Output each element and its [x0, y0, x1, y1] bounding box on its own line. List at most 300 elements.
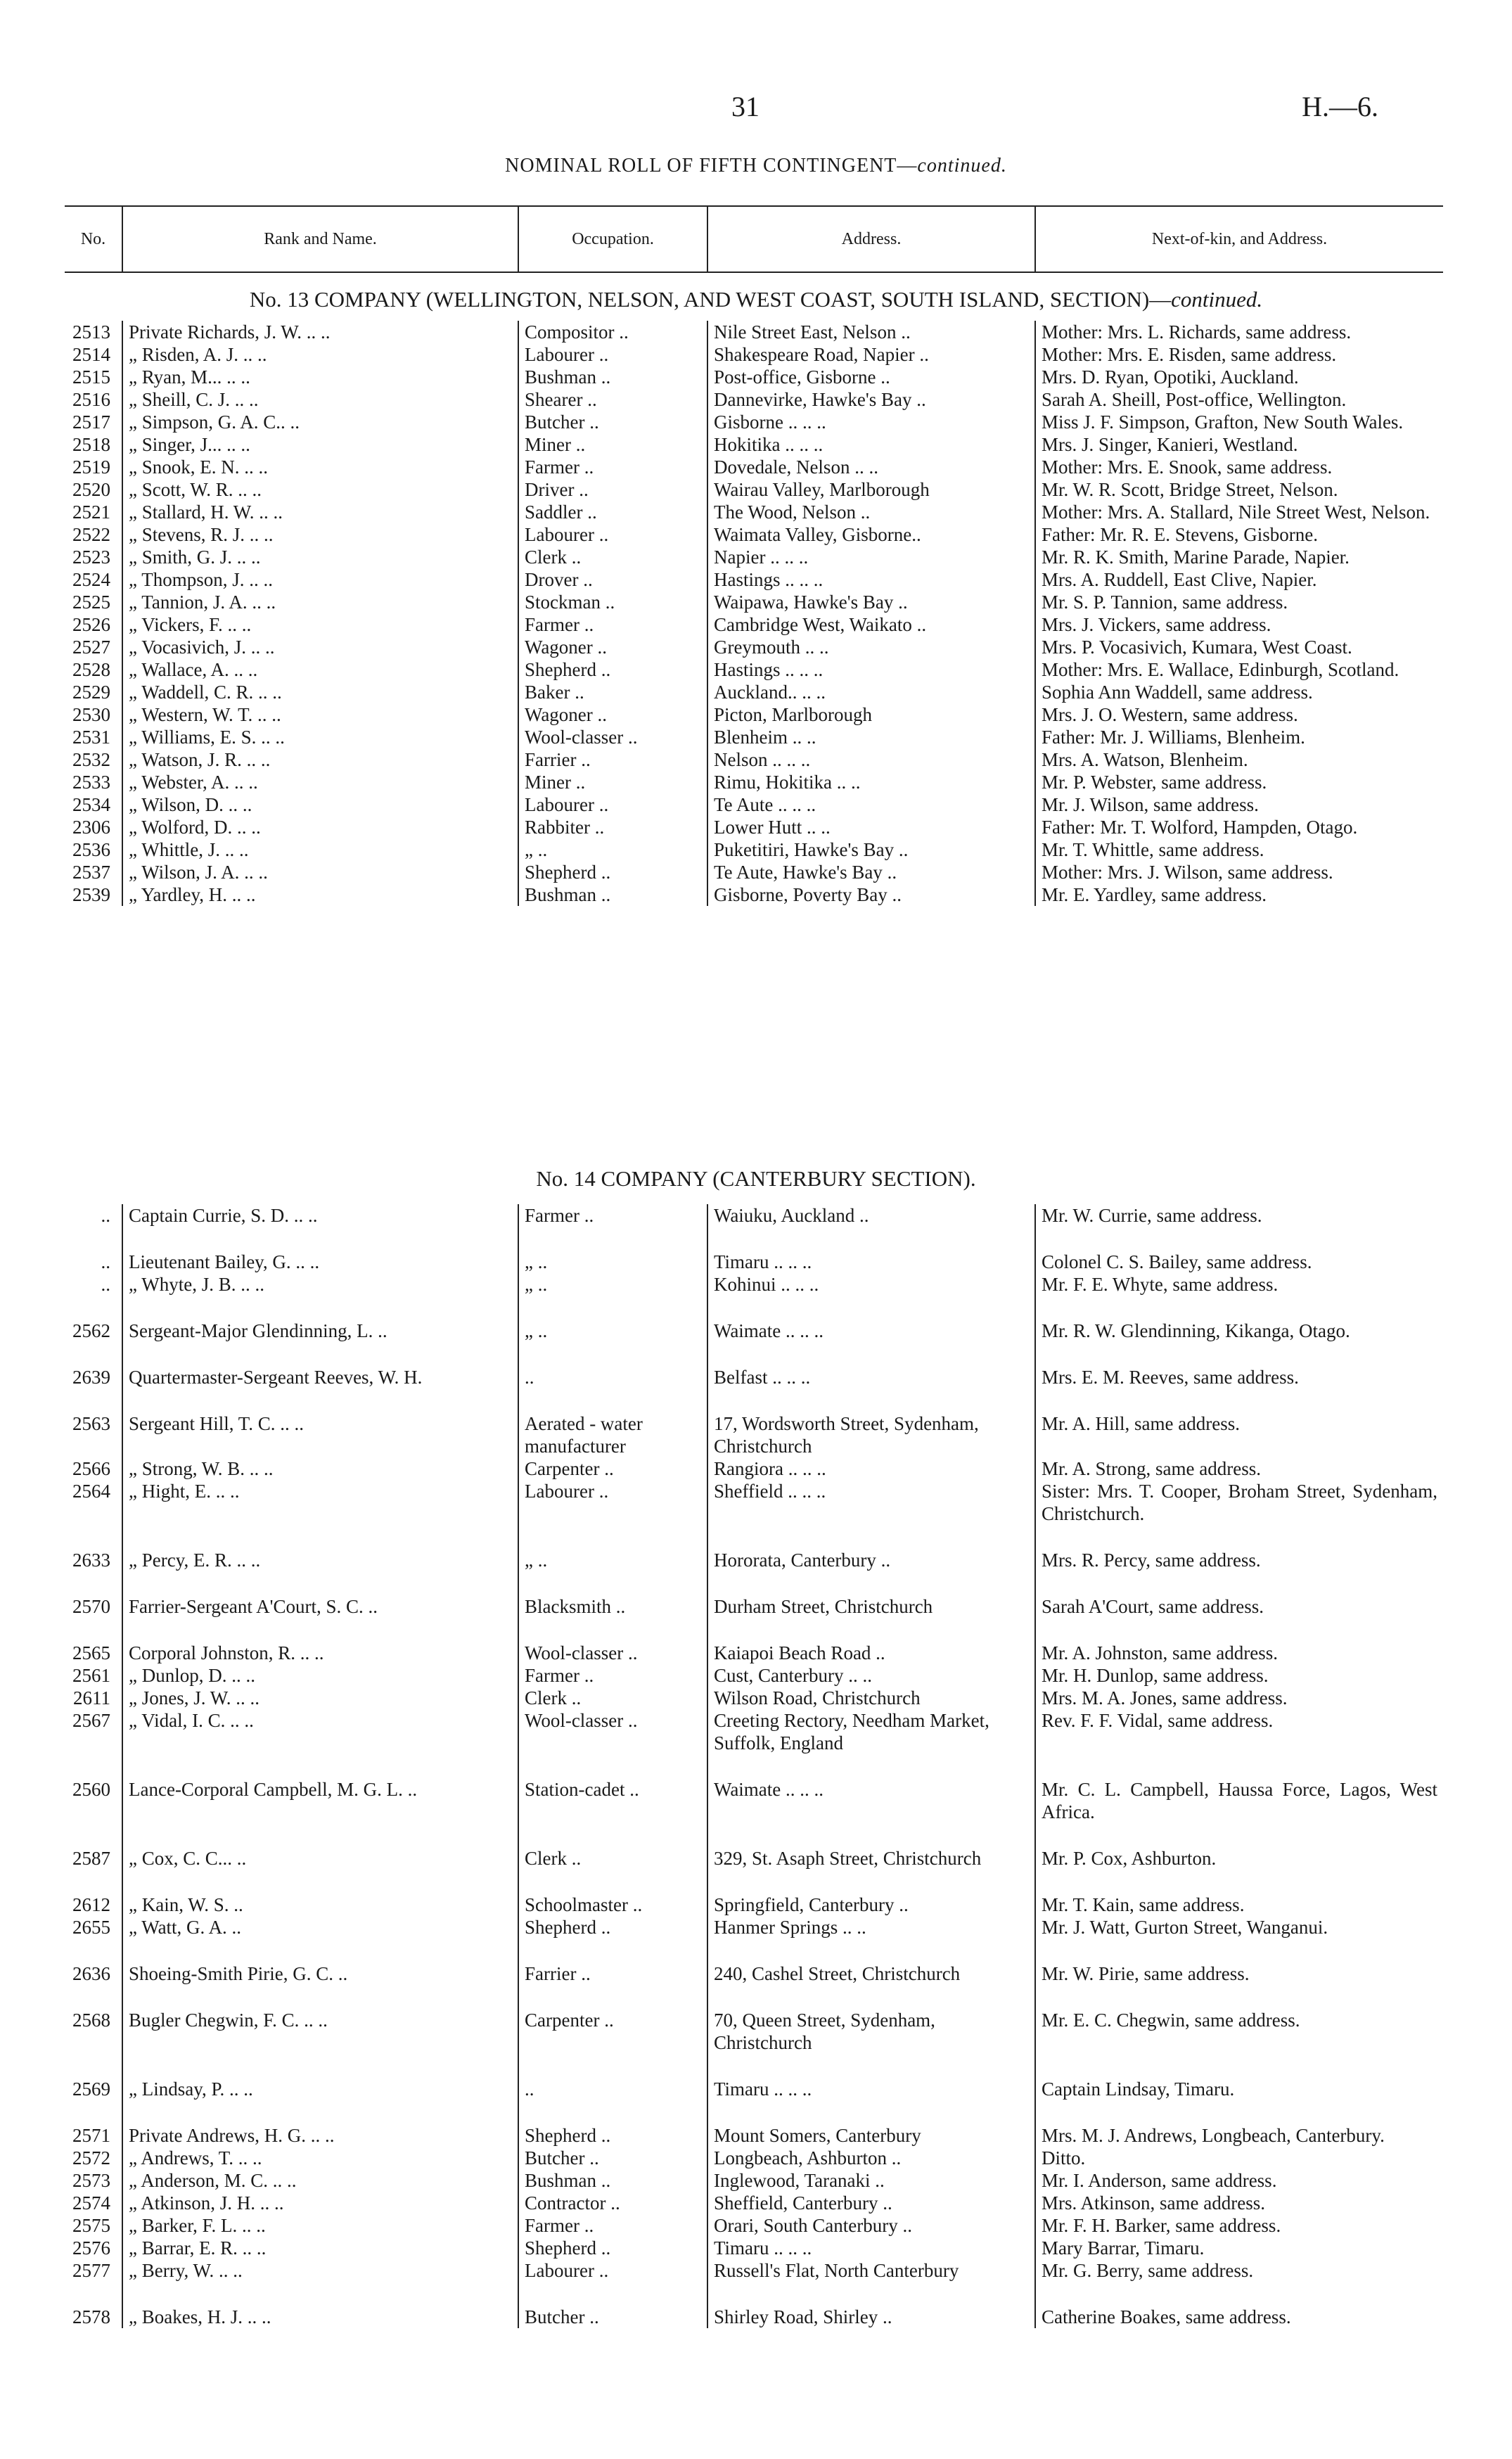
occupation: Wool-classer ..: [518, 1709, 707, 1754]
row-number: 2539: [65, 883, 122, 906]
rank-and-name: „ Yardley, H. .. ..: [122, 883, 518, 906]
address: Orari, South Canterbury ..: [707, 2214, 1035, 2237]
rank-and-name: Lieutenant Bailey, G. .. ..: [122, 1227, 518, 1273]
occupation: Farmer ..: [518, 1664, 707, 1687]
row-number: 2306: [65, 816, 122, 838]
address: Springfield, Canterbury ..: [707, 1870, 1035, 1916]
address: Kaiapoi Beach Road ..: [707, 1618, 1035, 1664]
table-row: [65, 1618, 1443, 1664]
rank-and-name: „ Hight, E. .. ..: [122, 1480, 518, 1525]
occupation: Schoolmaster ..: [518, 1870, 707, 1916]
address: 17, Wordsworth Street, Sydenham, Christchurch: [707, 1388, 1035, 1457]
next-of-kin: Mrs. Atkinson, same address.: [1042, 2192, 1265, 2214]
table-row: [65, 1870, 1443, 1916]
next-of-kin: Mrs. D. Ryan, Opotiki, Auckland.: [1042, 366, 1299, 388]
occupation: Butcher ..: [518, 2147, 707, 2169]
occupation: Butcher ..: [518, 411, 707, 433]
roll-title-suffix: continued.: [917, 155, 1007, 177]
occupation: Blacksmith ..: [518, 1571, 707, 1618]
address: Nelson .. .. ..: [707, 748, 1035, 771]
address: Waimate .. .. ..: [707, 1296, 1035, 1342]
table-row: [65, 2100, 1443, 2147]
rank-and-name: „ Lindsay, P. .. ..: [122, 2054, 518, 2100]
rank-and-name: „ Thompson, J. .. ..: [122, 568, 518, 591]
next-of-kin: Mrs. E. M. Reeves, same address.: [1042, 1367, 1299, 1388]
occupation: ..: [518, 1342, 707, 1388]
table-row: [65, 1342, 1443, 1388]
next-of-kin: Mr. R. K. Smith, Marine Parade, Napier.: [1042, 547, 1350, 568]
next-of-kin: Sister: Mrs. T. Cooper, Broham Street, Sydenham, Christchurch.: [1042, 1481, 1437, 1524]
row-number: 2526: [65, 613, 122, 636]
rank-and-name: „ Waddell, C. R. .. ..: [122, 681, 518, 703]
next-of-kin: Ditto.: [1042, 2147, 1086, 2169]
table-row: [65, 1227, 1443, 1273]
occupation: „ ..: [518, 1227, 707, 1273]
occupation: Shepherd ..: [518, 2237, 707, 2259]
address: Gisborne .. .. ..: [707, 411, 1035, 433]
rank-and-name: „ Singer, J... .. ..: [122, 433, 518, 456]
table-row: [65, 613, 1443, 636]
row-number: 2516: [65, 388, 122, 411]
address: Durham Street, Christchurch: [707, 1571, 1035, 1618]
next-of-kin: Mr. E. C. Chegwin, same address.: [1042, 2010, 1300, 2031]
rank-and-name: „ Watt, G. A. ..: [122, 1916, 518, 1939]
table-row: [65, 658, 1443, 681]
next-of-kin: Mrs. P. Vocasivich, Kumara, West Coast.: [1042, 637, 1352, 658]
rank-and-name: „ Berry, W. .. ..: [122, 2259, 518, 2282]
section-13-table: [65, 321, 1443, 906]
next-of-kin: Mr. P. Cox, Ashburton.: [1042, 1848, 1217, 1869]
table-row: [65, 2147, 1443, 2169]
occupation: „ ..: [518, 1525, 707, 1571]
next-of-kin: Mr. T. Whittle, same address.: [1042, 839, 1264, 860]
rank-and-name: „ Vidal, I. C. .. ..: [122, 1709, 518, 1754]
next-of-kin: Mr. A. Hill, same address.: [1042, 1413, 1240, 1434]
occupation: Farmer ..: [518, 613, 707, 636]
next-of-kin: Mrs. A. Ruddell, East Clive, Napier.: [1042, 569, 1317, 590]
next-of-kin: Mr. A. Johnston, same address.: [1042, 1642, 1278, 1663]
table-row: [65, 478, 1443, 501]
address: Te Aute, Hawke's Bay ..: [707, 861, 1035, 883]
address: Belfast .. .. ..: [707, 1342, 1035, 1388]
row-number: 2519: [65, 456, 122, 478]
table-row: [65, 1296, 1443, 1342]
row-number: 2577: [65, 2259, 122, 2282]
rank-and-name: „ Barker, F. L. .. ..: [122, 2214, 518, 2237]
table-row: [65, 703, 1443, 726]
address: Sheffield .. .. ..: [707, 1480, 1035, 1525]
occupation: Farrier ..: [518, 1939, 707, 1985]
table-row: [65, 748, 1443, 771]
table-row: [65, 2259, 1443, 2282]
row-number: 2566: [65, 1457, 122, 1480]
table-row: [65, 2237, 1443, 2259]
rank-and-name: „ Boakes, H. J. .. ..: [122, 2282, 518, 2328]
occupation: Farmer ..: [518, 456, 707, 478]
next-of-kin: Mr. W. R. Scott, Bridge Street, Nelson.: [1042, 479, 1338, 500]
occupation: Clerk ..: [518, 1687, 707, 1709]
table-row: [65, 501, 1443, 523]
rank-and-name: „ Wilson, D. .. ..: [122, 793, 518, 816]
rank-and-name: „ Strong, W. B. .. ..: [122, 1457, 518, 1480]
rank-and-name: Sergeant Hill, T. C. .. ..: [122, 1388, 518, 1457]
table-row: [65, 2169, 1443, 2192]
rank-and-name: Corporal Johnston, R. .. ..: [122, 1618, 518, 1664]
rank-and-name: „ Simpson, G. A. C.. ..: [122, 411, 518, 433]
address: Blenheim .. ..: [707, 726, 1035, 748]
address: Cust, Canterbury .. ..: [707, 1664, 1035, 1687]
row-number: 2533: [65, 771, 122, 793]
rank-and-name: „ Vickers, F. .. ..: [122, 613, 518, 636]
rank-and-name: Bugler Chegwin, F. C. .. ..: [122, 1985, 518, 2054]
next-of-kin: Mother: Mrs. A. Stallard, Nile Street West, Nelson.: [1042, 502, 1430, 523]
rank-and-name: Shoeing-Smith Pirie, G. C. ..: [122, 1939, 518, 1985]
table-row: [65, 523, 1443, 546]
address: Nile Street East, Nelson ..: [707, 321, 1035, 343]
table-row: [65, 1525, 1443, 1571]
occupation: „ ..: [518, 838, 707, 861]
rank-and-name: „ Stallard, H. W. .. ..: [122, 501, 518, 523]
row-number: 2530: [65, 703, 122, 726]
next-of-kin: Mr. E. Yardley, same address.: [1042, 884, 1267, 905]
table-row: [65, 838, 1443, 861]
rank-and-name: „ Snook, E. N. .. ..: [122, 456, 518, 478]
address: Inglewood, Taranaki ..: [707, 2169, 1035, 2192]
rank-and-name: „ Jones, J. W. .. ..: [122, 1687, 518, 1709]
rank-and-name: „ Anderson, M. C. .. ..: [122, 2169, 518, 2192]
row-number: 2561: [65, 1664, 122, 1687]
address: Rimu, Hokitika .. ..: [707, 771, 1035, 793]
row-number: 2562: [65, 1296, 122, 1342]
address: Waiuku, Auckland ..: [707, 1204, 1035, 1227]
address: Dovedale, Nelson .. ..: [707, 456, 1035, 478]
rank-and-name: Captain Currie, S. D. .. ..: [122, 1204, 518, 1227]
row-number: 2633: [65, 1525, 122, 1571]
row-number: 2573: [65, 2169, 122, 2192]
table-row: [65, 1273, 1443, 1296]
occupation: Shearer ..: [518, 388, 707, 411]
address: Shirley Road, Shirley ..: [707, 2282, 1035, 2328]
next-of-kin: Mrs. M. A. Jones, same address.: [1042, 1687, 1288, 1708]
header-address: Address.: [707, 206, 1035, 272]
address: Hokitika .. .. ..: [707, 433, 1035, 456]
rank-and-name: „ Kain, W. S. ..: [122, 1870, 518, 1916]
address: Longbeach, Ashburton ..: [707, 2147, 1035, 2169]
rank-and-name: „ Percy, E. R. .. ..: [122, 1525, 518, 1571]
row-number: 2574: [65, 2192, 122, 2214]
section-13-title-text: No. 13 COMPANY (WELLINGTON, NELSON, AND WEST COAST, SOUTH ISLAND, SECTION)—: [249, 287, 1172, 312]
row-number: 2515: [65, 366, 122, 388]
table-row: [65, 388, 1443, 411]
table-row: [65, 1985, 1443, 2054]
table-row: [65, 366, 1443, 388]
next-of-kin: Sarah A'Court, same address.: [1042, 1596, 1264, 1617]
occupation: Drover ..: [518, 568, 707, 591]
next-of-kin: Mrs. M. J. Andrews, Longbeach, Canterbury.: [1042, 2125, 1385, 2146]
address: Hastings .. .. ..: [707, 568, 1035, 591]
address: Wilson Road, Christchurch: [707, 1687, 1035, 1709]
occupation: Carpenter ..: [518, 1985, 707, 2054]
row-number: 2527: [65, 636, 122, 658]
next-of-kin: Mr. R. W. Glendinning, Kikanga, Otago.: [1042, 1320, 1350, 1341]
occupation: Wagoner ..: [518, 703, 707, 726]
rank-and-name: „ Tannion, J. A. .. ..: [122, 591, 518, 613]
row-number: ..: [65, 1227, 122, 1273]
rank-and-name: „ Whittle, J. .. ..: [122, 838, 518, 861]
address: Dannevirke, Hawke's Bay ..: [707, 388, 1035, 411]
rank-and-name: „ Barrar, E. R. .. ..: [122, 2237, 518, 2259]
occupation: „ ..: [518, 1296, 707, 1342]
column-header: [65, 205, 1443, 273]
table-row: [65, 726, 1443, 748]
row-number: 2537: [65, 861, 122, 883]
address: Hanmer Springs .. ..: [707, 1916, 1035, 1939]
header-next-of-kin: Next-of-kin, and Address.: [1035, 206, 1443, 272]
rank-and-name: „ Vocasivich, J. .. ..: [122, 636, 518, 658]
table-row: [65, 1204, 1443, 1227]
roll-title: [0, 155, 1512, 177]
next-of-kin: Mother: Mrs. J. Wilson, same address.: [1042, 862, 1333, 883]
row-number: ..: [65, 1273, 122, 1296]
next-of-kin: Mrs. J. Vickers, same address.: [1042, 614, 1271, 635]
table-row: [65, 321, 1443, 343]
rank-and-name: „ Watson, J. R. .. ..: [122, 748, 518, 771]
next-of-kin: Miss J. F. Simpson, Grafton, New South Wales.: [1042, 411, 1404, 433]
next-of-kin: Mr. F. E. Whyte, same address.: [1042, 1274, 1279, 1295]
next-of-kin: Sophia Ann Waddell, same address.: [1042, 682, 1313, 703]
next-of-kin: Mr. G. Berry, same address.: [1042, 2260, 1254, 2281]
occupation: Bushman ..: [518, 883, 707, 906]
rank-and-name: Farrier-Sergeant A'Court, S. C. ..: [122, 1571, 518, 1618]
occupation: Farmer ..: [518, 1204, 707, 1227]
rank-and-name: „ Wallace, A. .. ..: [122, 658, 518, 681]
row-number: 2563: [65, 1388, 122, 1457]
address: Cambridge West, Waikato ..: [707, 613, 1035, 636]
occupation: Shepherd ..: [518, 2100, 707, 2147]
table-row: [65, 433, 1443, 456]
section-13-title: [0, 287, 1512, 312]
occupation: Carpenter ..: [518, 1457, 707, 1480]
rank-and-name: „ Sheill, C. J. .. ..: [122, 388, 518, 411]
occupation: Miner ..: [518, 771, 707, 793]
address: Wairau Valley, Marlborough: [707, 478, 1035, 501]
occupation: Farrier ..: [518, 748, 707, 771]
row-number: 2568: [65, 1985, 122, 2054]
occupation: Contractor ..: [518, 2192, 707, 2214]
address: Lower Hutt .. ..: [707, 816, 1035, 838]
next-of-kin: Mother: Mrs. E. Risden, same address.: [1042, 344, 1337, 365]
address: The Wood, Nelson ..: [707, 501, 1035, 523]
occupation: Wool-classer ..: [518, 726, 707, 748]
address: Waimate .. .. ..: [707, 1754, 1035, 1823]
occupation: Farmer ..: [518, 2214, 707, 2237]
rank-and-name: „ Smith, G. J. .. ..: [122, 546, 518, 568]
rank-and-name: „ Wilson, J. A. .. ..: [122, 861, 518, 883]
occupation: „ ..: [518, 1273, 707, 1296]
table-row: [65, 1916, 1443, 1939]
address: Gisborne, Poverty Bay ..: [707, 883, 1035, 906]
rank-and-name: „ Andrews, T. .. ..: [122, 2147, 518, 2169]
next-of-kin: Father: Mr. J. Williams, Blenheim.: [1042, 727, 1305, 748]
occupation: Bushman ..: [518, 366, 707, 388]
row-number: 2612: [65, 1870, 122, 1916]
row-number: 2523: [65, 546, 122, 568]
occupation: Labourer ..: [518, 1480, 707, 1525]
row-number: 2528: [65, 658, 122, 681]
row-number: 2514: [65, 343, 122, 366]
rank-and-name: „ Risden, A. J. .. ..: [122, 343, 518, 366]
table-row: [65, 883, 1443, 906]
next-of-kin: Mrs. R. Percy, same address.: [1042, 1550, 1261, 1571]
table-row: [65, 816, 1443, 838]
address: Timaru .. .. ..: [707, 1227, 1035, 1273]
table-row: [65, 568, 1443, 591]
table-row: [65, 1457, 1443, 1480]
next-of-kin: Colonel C. S. Bailey, same address.: [1042, 1251, 1312, 1272]
table-row: [65, 343, 1443, 366]
address: Hororata, Canterbury ..: [707, 1525, 1035, 1571]
row-number: 2520: [65, 478, 122, 501]
occupation: Labourer ..: [518, 2259, 707, 2282]
page-number: 31: [731, 91, 760, 122]
table-row: [65, 861, 1443, 883]
address: 329, St. Asaph Street, Christchurch: [707, 1823, 1035, 1870]
occupation: Labourer ..: [518, 343, 707, 366]
occupation: Miner ..: [518, 433, 707, 456]
occupation: Shepherd ..: [518, 658, 707, 681]
rank-and-name: Lance-Corporal Campbell, M. G. L. ..: [122, 1754, 518, 1823]
rank-and-name: „ Ryan, M... .. ..: [122, 366, 518, 388]
table-row: [65, 456, 1443, 478]
address: Waipawa, Hawke's Bay ..: [707, 591, 1035, 613]
table-row: [65, 793, 1443, 816]
table-row: [65, 546, 1443, 568]
row-number: 2587: [65, 1823, 122, 1870]
rank-and-name: „ Atkinson, J. H. .. ..: [122, 2192, 518, 2214]
address: Picton, Marlborough: [707, 703, 1035, 726]
next-of-kin: Captain Lindsay, Timaru.: [1042, 2078, 1235, 2100]
section-14-table: [65, 1204, 1443, 2328]
next-of-kin: Mr. H. Dunlop, same address.: [1042, 1665, 1269, 1686]
row-number: 2655: [65, 1916, 122, 1939]
header-rank-name: Rank and Name.: [122, 206, 518, 272]
row-number: 2569: [65, 2054, 122, 2100]
address: Te Aute .. .. ..: [707, 793, 1035, 816]
address: Puketitiri, Hawke's Bay ..: [707, 838, 1035, 861]
occupation: Shepherd ..: [518, 1916, 707, 1939]
row-number: 2639: [65, 1342, 122, 1388]
next-of-kin: Father: Mr. T. Wolford, Hampden, Otago.: [1042, 817, 1358, 838]
occupation: Labourer ..: [518, 793, 707, 816]
section-14-title: No. 14 COMPANY (CANTERBURY SECTION).: [536, 1166, 976, 1191]
address: Creeting Rectory, Needham Market, Suffolk, England: [707, 1709, 1035, 1754]
row-number: 2529: [65, 681, 122, 703]
occupation: Clerk ..: [518, 1823, 707, 1870]
row-number: 2517: [65, 411, 122, 433]
rank-and-name: Quartermaster-Sergeant Reeves, W. H.: [122, 1342, 518, 1388]
next-of-kin: Father: Mr. R. E. Stevens, Gisborne.: [1042, 524, 1318, 545]
rank-and-name: „ Scott, W. R. .. ..: [122, 478, 518, 501]
row-number: 2564: [65, 1480, 122, 1525]
row-number: 2532: [65, 748, 122, 771]
address: Rangiora .. .. ..: [707, 1457, 1035, 1480]
table-row: [65, 1480, 1443, 1525]
row-number: 2578: [65, 2282, 122, 2328]
occupation: Labourer ..: [518, 523, 707, 546]
document-id: H.—6.: [1302, 91, 1378, 122]
occupation: Baker ..: [518, 681, 707, 703]
address: Timaru .. .. ..: [707, 2054, 1035, 2100]
occupation: Rabbiter ..: [518, 816, 707, 838]
next-of-kin: Mary Barrar, Timaru.: [1042, 2237, 1205, 2259]
table-row: [65, 2192, 1443, 2214]
table-row: [65, 1664, 1443, 1687]
address: Greymouth .. ..: [707, 636, 1035, 658]
table-row: [65, 2054, 1443, 2100]
next-of-kin: Mr. P. Webster, same address.: [1042, 772, 1267, 793]
row-number: 2611: [65, 1687, 122, 1709]
next-of-kin: Catherine Boakes, same address.: [1042, 2306, 1291, 2327]
table-row: [65, 771, 1443, 793]
table-row: [65, 1939, 1443, 1985]
table-row: [65, 411, 1443, 433]
occupation: Butcher ..: [518, 2282, 707, 2328]
header-no: No.: [80, 229, 106, 248]
header-occupation: Occupation.: [518, 206, 707, 272]
rank-and-name: „ Wolford, D. .. ..: [122, 816, 518, 838]
occupation: Wool-classer ..: [518, 1618, 707, 1664]
occupation: ..: [518, 2054, 707, 2100]
table-row: [65, 1388, 1443, 1457]
rank-and-name: Sergeant-Major Glendinning, L. ..: [122, 1296, 518, 1342]
row-number: 2565: [65, 1618, 122, 1664]
address: Kohinui .. .. ..: [707, 1273, 1035, 1296]
next-of-kin: Mr. C. L. Campbell, Haussa Force, Lagos, West Africa.: [1042, 1779, 1437, 1822]
occupation: Wagoner ..: [518, 636, 707, 658]
table-row: [65, 591, 1443, 613]
row-number: 2518: [65, 433, 122, 456]
address: Waimata Valley, Gisborne..: [707, 523, 1035, 546]
row-number: 2513: [65, 321, 122, 343]
rank-and-name: „ Whyte, J. B. .. ..: [122, 1273, 518, 1296]
table-row: [65, 1571, 1443, 1618]
row-number: 2571: [65, 2100, 122, 2147]
address: 240, Cashel Street, Christchurch: [707, 1939, 1035, 1985]
address: Sheffield, Canterbury ..: [707, 2192, 1035, 2214]
row-number: 2576: [65, 2237, 122, 2259]
table-row: [65, 2214, 1443, 2237]
row-number: 2521: [65, 501, 122, 523]
table-row: [65, 1687, 1443, 1709]
address: Timaru .. .. ..: [707, 2237, 1035, 2259]
next-of-kin: Mr. J. Watt, Gurton Street, Wanganui.: [1042, 1917, 1328, 1938]
rank-and-name: „ Cox, C. C... ..: [122, 1823, 518, 1870]
next-of-kin: Rev. F. F. Vidal, same address.: [1042, 1710, 1274, 1731]
next-of-kin: Mrs. J. O. Western, same address.: [1042, 704, 1298, 725]
occupation: Compositor ..: [518, 321, 707, 343]
address: Auckland.. .. ..: [707, 681, 1035, 703]
next-of-kin: Mr. W. Currie, same address.: [1042, 1205, 1262, 1226]
next-of-kin: Mr. T. Kain, same address.: [1042, 1894, 1245, 1915]
section-13-title-suffix: continued.: [1171, 287, 1263, 312]
row-number: 2531: [65, 726, 122, 748]
rank-and-name: Private Richards, J. W. .. ..: [122, 321, 518, 343]
occupation: Bushman ..: [518, 2169, 707, 2192]
occupation: Shepherd ..: [518, 861, 707, 883]
next-of-kin: Mr. J. Wilson, same address.: [1042, 794, 1259, 815]
table-row: [65, 1823, 1443, 1870]
row-number: 2534: [65, 793, 122, 816]
